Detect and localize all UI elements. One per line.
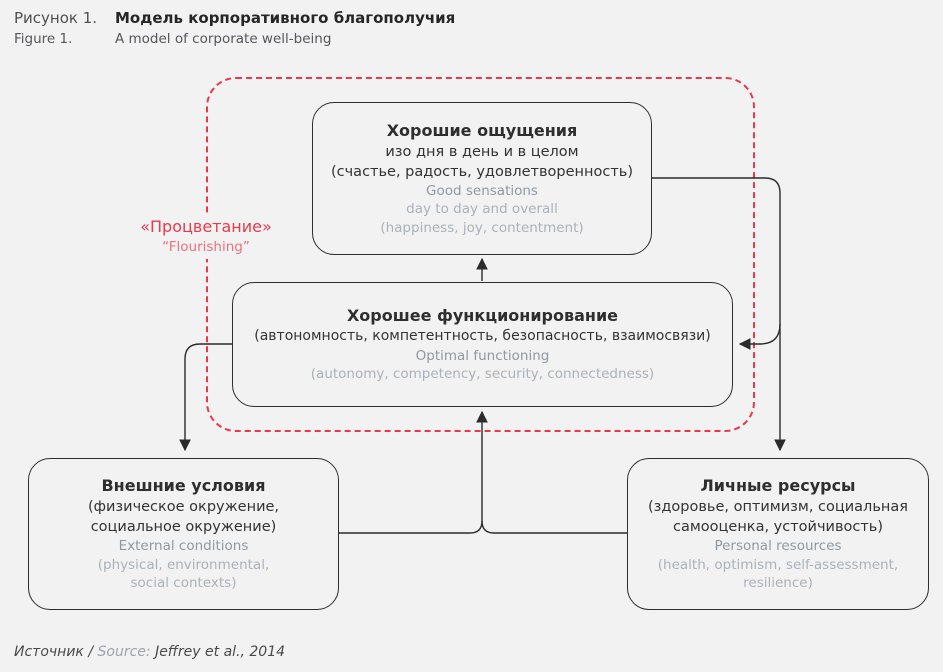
- figure-title-en: [14, 30, 455, 50]
- box-personal-resources-line-en: resilience): [743, 575, 813, 592]
- figure-title-ru: [14, 8, 455, 30]
- figure-header: [14, 8, 455, 49]
- box-optimal-functioning-title-en: Optimal functioning: [415, 347, 550, 364]
- box-good-sensations-line-ru: изо дня в день и в целом: [385, 143, 579, 160]
- box-external-conditions-title-ru: Внешние условия: [101, 476, 266, 496]
- box-good-sensations-title-ru: Хорошие ощущения: [386, 120, 578, 140]
- box-personal-resources-line-en: (health, optimism, self-assessment,: [657, 556, 899, 573]
- box-good-sensations-line-ru: (счастье, радость, удовлетворенность): [330, 163, 633, 180]
- box-good-sensations-title-en: Good sensations: [426, 182, 538, 199]
- source-citation: Jeffrey et al., 2014: [155, 644, 286, 660]
- box-personal-resources-line-ru: самооценка, устойчивость): [673, 519, 883, 536]
- box-external-conditions-line-en: social contexts): [130, 575, 237, 592]
- figure-title-en-text: A model of corporate well-being: [115, 30, 332, 47]
- box-optimal-functioning: [232, 282, 733, 407]
- box-optimal-functioning-line-en: (autonomy, competency, security, connectedness): [310, 366, 655, 383]
- source-label-en: Source:: [97, 644, 156, 660]
- box-optimal-functioning-title-ru: Хорошее функционирование: [346, 306, 619, 326]
- box-good-sensations: [312, 102, 652, 255]
- figure-number-ru: Рисунок 1.: [14, 9, 98, 27]
- box-external-conditions-title-en: External conditions: [118, 538, 249, 555]
- source-line: [14, 644, 285, 660]
- box-personal-resources-line-ru: (здоровье, оптимизм, социальная: [648, 499, 908, 516]
- box-personal-resources-title-en: Personal resources: [714, 538, 842, 555]
- box-external-conditions-line-en: (physical, environmental,: [97, 556, 270, 573]
- flourishing-label-ru: «Процветание»: [140, 217, 272, 236]
- source-label-ru: Источник /: [14, 644, 98, 660]
- figure-number-en: Figure 1.: [14, 30, 73, 47]
- box-good-sensations-line-en: (happiness, joy, contentment): [380, 219, 584, 236]
- box-good-sensations-line-en: day to day and overall: [406, 201, 558, 218]
- flourishing-label: [135, 213, 277, 259]
- figure-title-ru-text: Модель корпоративного благополучия: [115, 9, 456, 27]
- box-external-conditions-line-ru: социальное окружение): [90, 519, 277, 536]
- box-external-conditions: [28, 458, 339, 610]
- box-personal-resources-title-ru: Личные ресурсы: [700, 476, 856, 496]
- box-optimal-functioning-line-ru: (автономность, компетентность, безопасность, взаимосвязи): [254, 328, 711, 345]
- connector-personal-resources-to-junction: [482, 521, 627, 533]
- box-external-conditions-line-ru: (физическое окружение,: [87, 499, 280, 516]
- box-personal-resources: [627, 458, 929, 610]
- flourishing-label-en: “Flourishing”: [162, 238, 250, 255]
